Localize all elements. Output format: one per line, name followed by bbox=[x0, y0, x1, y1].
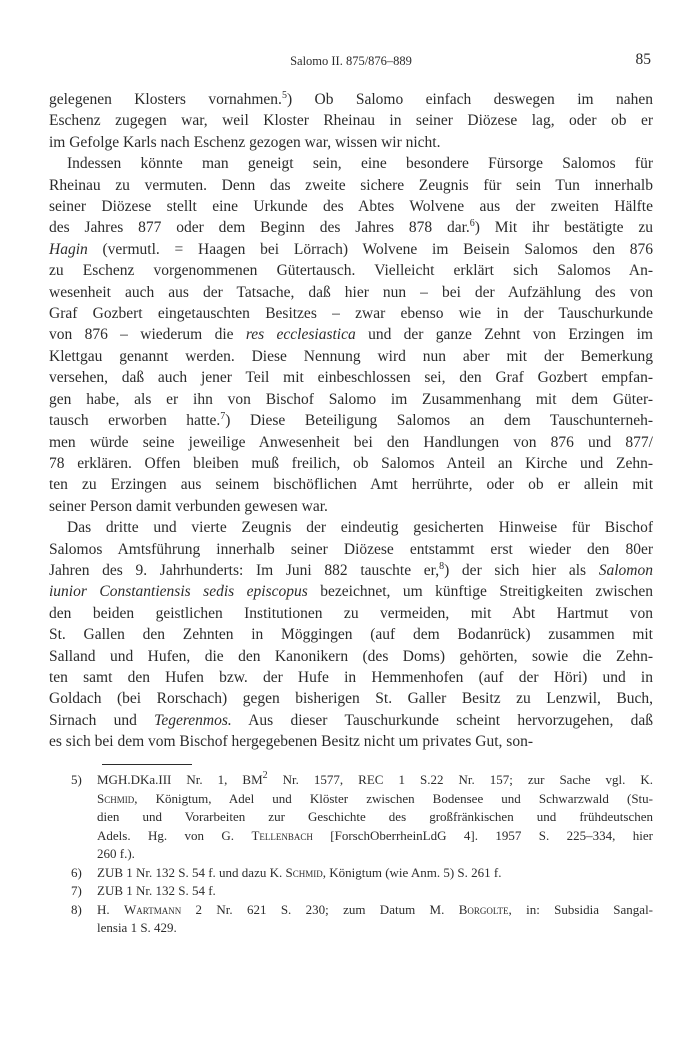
footnote-number: 8) bbox=[71, 901, 82, 917]
text-line bbox=[49, 560, 653, 581]
text-line bbox=[49, 667, 653, 688]
text-run: ZUB 1 Nr. 132 S. 54 f. und dazu K. bbox=[97, 864, 286, 880]
text-line bbox=[49, 153, 653, 174]
text-line bbox=[49, 603, 653, 624]
text-run: ) Mit ihr bestätigte zu bbox=[474, 219, 653, 237]
footnote-line bbox=[97, 790, 653, 809]
page-header bbox=[49, 52, 653, 72]
italic-text: iunior Constantiensis sedis episcopus bbox=[49, 583, 308, 601]
paragraph bbox=[49, 517, 653, 752]
text-line bbox=[49, 581, 653, 602]
footnote bbox=[49, 882, 653, 901]
text-line bbox=[49, 260, 653, 281]
text-run: Salomos Amtsführung innerhalb seiner Diözese entstammt erst wieder den 80er bbox=[49, 540, 653, 558]
text-line bbox=[49, 731, 653, 752]
text-line bbox=[49, 303, 653, 324]
text-run: St. Gallen den Zehnten in Möggingen (auf dem Bodanrück) zusammen mit bbox=[49, 626, 653, 644]
text-run: 2 Nr. 621 S. 230; zum Datum M. bbox=[181, 901, 459, 917]
italic-text: Salomon bbox=[598, 561, 653, 579]
footnote-number: 6) bbox=[71, 864, 82, 880]
text-line bbox=[49, 217, 653, 238]
text-line bbox=[49, 175, 653, 196]
text-run: Graf Gozbert eingetauschten Besitzes – zwar ebenso wie in der Tauschurkunde bbox=[49, 305, 653, 323]
text-run: tausch erworben hatte. bbox=[49, 412, 221, 430]
text-run: bezeichnet, um künftige Streitigkeiten zwischen bbox=[307, 583, 653, 601]
text-run: im Gefolge Karls nach Eschenz gezogen war, wissen wir nicht. bbox=[49, 133, 441, 151]
text-line bbox=[49, 239, 653, 260]
text-line bbox=[49, 410, 653, 431]
text-run: 78 erklären. Offen bleiben muß freilich, ob Salomos Anteil an Kirche und Zehn- bbox=[49, 454, 653, 472]
text-run: seiner Person damit verbunden gewesen war. bbox=[49, 497, 328, 515]
text-run: men würde seine jeweilige Anwesenheit bei den Handlungen von 876 und 877/ bbox=[49, 433, 653, 451]
text-run: , Königtum (wie Anm. 5) S. 261 f. bbox=[322, 864, 502, 880]
paragraph bbox=[49, 153, 653, 517]
text-line bbox=[49, 710, 653, 731]
italic-text: res ecclesiastica bbox=[245, 326, 356, 344]
text-line bbox=[49, 496, 653, 517]
text-line bbox=[49, 688, 653, 709]
text-run: wesenheit auch aus der Tatsache, daß hier nun – bei der Aufzählung des von bbox=[49, 283, 653, 301]
footnote-reference: 2 bbox=[262, 770, 268, 781]
text-run: Indessen könnte man geneigt sein, eine besondere Fürsorge Salomos für bbox=[67, 155, 653, 173]
running-title: Salomo II. 875/876–889 bbox=[290, 54, 412, 68]
footnote-line bbox=[97, 771, 653, 790]
text-run: Jahren des 9. Jahrhunderts: Im Juni 882 tauschte er, bbox=[49, 561, 440, 579]
text-run: Klettgau genannt werden. Diese Nennung wird nun aber mit der Bemerkung bbox=[49, 347, 653, 365]
text-run: , Königtum, Adel und Klöster zwischen Bodensee und Schwarzwald (Stu- bbox=[134, 790, 653, 806]
text-line bbox=[49, 196, 653, 217]
text-run: Nr. 1577, REC 1 S.22 Nr. 157; zur Sache vgl. K. bbox=[267, 772, 654, 787]
text-run: seiner Diözese stellt eine Urkunde des Abtes Wolvene aus der zweiten Hälfte bbox=[49, 198, 653, 216]
text-line bbox=[49, 110, 653, 131]
text-run: Eschenz zugegen war, weil Kloster Rheinau in seiner Diözese lag, oder ob er bbox=[49, 112, 653, 130]
text-run: ten zu Erzingen aus seinem bischöflichen Amt herrührte, oder ob er allein mit bbox=[49, 476, 653, 494]
italic-text: Hagin bbox=[49, 240, 88, 258]
text-run: ten samt den Hufen bzw. der Hufe in Hemmenhofen (auf der Höri) und in bbox=[49, 668, 653, 686]
text-line bbox=[49, 132, 653, 153]
text-run: versehen, daß auch jener Teil mit einbeschlossen sei, den Graf Gozbert empfan- bbox=[49, 369, 653, 387]
page-number: 85 bbox=[635, 51, 651, 68]
footnote-reference: 5 bbox=[281, 90, 287, 101]
footnote bbox=[49, 864, 653, 883]
text-run: dien und Vorarbeiten zur Geschichte des großfränkischen und frühdeutschen bbox=[97, 809, 653, 824]
footnote-reference: 7 bbox=[220, 411, 226, 423]
text-line bbox=[49, 517, 653, 538]
body-text bbox=[49, 89, 653, 753]
footnote-line bbox=[97, 864, 653, 883]
text-run: Adels. Hg. von G. bbox=[97, 827, 252, 843]
text-line bbox=[49, 346, 653, 367]
text-run: Goldach (bei Rorschach) gegen bisherigen St. Galler Besitz zu Lenzwil, Buch, bbox=[49, 690, 653, 708]
text-run: Salland und Hufen, die den Kanonikern (des Doms) gehörten, sowie die Zehn- bbox=[49, 647, 653, 665]
footnote-line bbox=[97, 808, 653, 827]
text-run: ZUB 1 Nr. 132 S. 54 f. bbox=[97, 883, 216, 898]
footnote-number: 5) bbox=[71, 772, 82, 787]
footnote-separator bbox=[102, 764, 192, 765]
footnote-number: 7) bbox=[71, 883, 82, 898]
author-name: Tellenbach bbox=[251, 827, 313, 843]
text-run: gelegenen Klosters vornahmen. bbox=[49, 91, 282, 108]
footnote-line bbox=[97, 901, 653, 920]
footnote-line bbox=[97, 845, 653, 864]
book-page bbox=[49, 0, 653, 1040]
text-run: Rheinau zu vermuten. Denn das zweite sichere Zeugnis für sein Tun innerhalb bbox=[49, 176, 653, 194]
footnotes bbox=[49, 771, 653, 938]
text-run: Das dritte und vierte Zeugnis der eindeutig gesicherten Hinweise für Bischof bbox=[67, 519, 653, 537]
paragraph bbox=[49, 89, 653, 153]
text-run: [ForschOberrheinLdG 4]. 1957 S. 225–334, hier bbox=[312, 827, 654, 843]
text-run: (vermutl. = Haagen bei Lörrach) Wolvene im Beisein Salomos den 876 bbox=[87, 240, 653, 258]
footnote-line bbox=[97, 827, 653, 846]
text-line bbox=[49, 646, 653, 667]
author-name: Schmid bbox=[285, 864, 323, 880]
text-line bbox=[49, 89, 653, 110]
text-run: Aus dieser Tauschurkunde scheint hervorzugehen, daß bbox=[231, 711, 653, 729]
text-run: gen habe, als er ihn von Bischof Salomo im Zusammenhang mit dem Güter- bbox=[49, 390, 653, 408]
footnote-line bbox=[97, 882, 653, 901]
text-line bbox=[49, 453, 653, 474]
text-run: H. bbox=[97, 901, 124, 917]
text-line bbox=[49, 324, 653, 345]
footnote-line bbox=[97, 919, 653, 938]
text-run: zu Eschenz vorgenommenen Gütertausch. Vielleicht erklärt sich Salomos An- bbox=[49, 262, 653, 280]
footnote bbox=[49, 771, 653, 864]
footnote bbox=[49, 901, 653, 938]
text-run: ) Ob Salomo einfach deswegen im nahen bbox=[286, 91, 654, 108]
author-name: Wartmann bbox=[123, 901, 182, 917]
footnote-reference: 6 bbox=[469, 218, 475, 230]
text-line bbox=[49, 539, 653, 560]
text-run: es sich bei dem vom Bischof hergegebenen Besitz nicht um privates Gut, son- bbox=[49, 733, 533, 751]
text-run: lensia 1 S. 429. bbox=[97, 920, 177, 935]
text-run: , in: Subsidia Sangal- bbox=[508, 901, 654, 917]
text-line bbox=[49, 432, 653, 453]
text-run: des Jahres 877 oder dem Beginn des Jahres 878 dar. bbox=[49, 219, 470, 237]
italic-text: Tegerenmos. bbox=[154, 711, 232, 729]
footnote-reference: 8 bbox=[439, 560, 445, 572]
text-run: Sirnach und bbox=[49, 711, 155, 729]
text-run: und der ganze Zehnt von Erzingen im bbox=[355, 326, 653, 344]
author-name: Borgolte bbox=[458, 901, 509, 917]
text-run: ) der sich hier als bbox=[444, 561, 599, 579]
text-run: den beiden geistlichen Institutionen zu vermeiden, mit Abt Hartmut von bbox=[49, 604, 653, 622]
text-run: von 876 – wiederum die bbox=[49, 326, 246, 344]
text-line bbox=[49, 624, 653, 645]
text-line bbox=[49, 367, 653, 388]
text-line bbox=[49, 474, 653, 495]
author-name: Schmid bbox=[97, 790, 135, 806]
text-run: MGH.DKa.III Nr. 1, BM bbox=[97, 772, 263, 787]
text-line bbox=[49, 282, 653, 303]
text-run: ) Diese Beteiligung Salomos an dem Tauschunterneh- bbox=[225, 412, 653, 430]
text-line bbox=[49, 389, 653, 410]
text-run: 260 f.). bbox=[97, 846, 135, 861]
